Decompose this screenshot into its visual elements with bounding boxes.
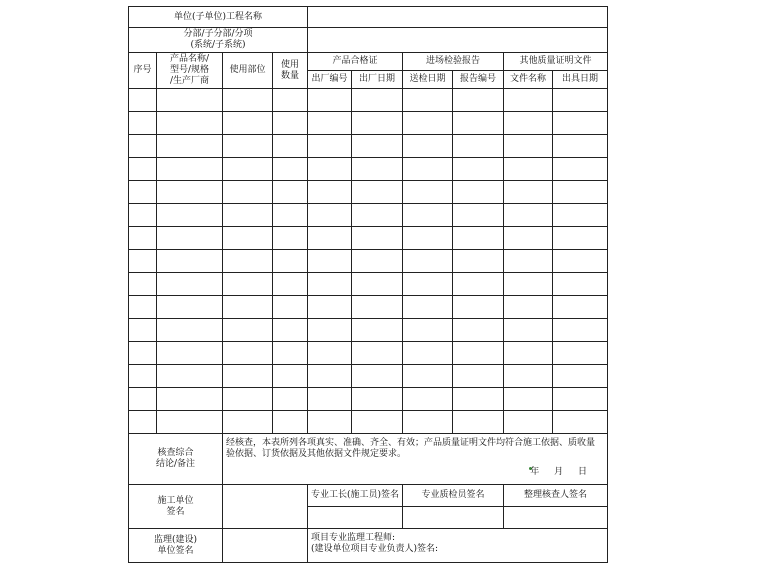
division-label: [129, 28, 308, 53]
cell-product[interactable]: [157, 158, 223, 181]
conclusion-label: [129, 434, 223, 485]
cell-submit-date[interactable]: [403, 388, 453, 411]
cell-location[interactable]: [223, 181, 273, 204]
foreman-signature-field[interactable]: [308, 507, 403, 529]
cell-submit-date[interactable]: [403, 135, 453, 158]
col-qty-header: [273, 53, 308, 89]
cell-report-no[interactable]: [453, 89, 504, 112]
col-factory-date-header: 出厂日期: [352, 71, 403, 89]
cell-doc-name[interactable]: [504, 112, 553, 135]
cell-seq[interactable]: [129, 319, 157, 342]
cell-product[interactable]: [157, 135, 223, 158]
col-product-header: [157, 53, 223, 89]
cell-issue-date[interactable]: [553, 273, 608, 296]
material-certificate-form: [128, 6, 607, 563]
cell-report-no[interactable]: [453, 250, 504, 273]
col-seq-header: 序号: [129, 53, 157, 89]
division-label-line2: (系统/子系统): [190, 40, 246, 50]
cell-factory-date[interactable]: [352, 411, 403, 434]
form-table: [128, 6, 608, 563]
cell-factory-date[interactable]: [352, 296, 403, 319]
conclusion-text-cell[interactable]: [223, 434, 608, 485]
cell-factory-date[interactable]: [352, 135, 403, 158]
cell-factory-date[interactable]: [352, 342, 403, 365]
cell-qty[interactable]: [273, 204, 308, 227]
cell-issue-date[interactable]: [553, 250, 608, 273]
cell-seq[interactable]: [129, 273, 157, 296]
cell-factory-date[interactable]: [352, 319, 403, 342]
cell-qty[interactable]: [273, 112, 308, 135]
table-row: [129, 296, 608, 319]
table-row: [129, 388, 608, 411]
cell-report-no[interactable]: [453, 365, 504, 388]
cell-factory-date[interactable]: [352, 158, 403, 181]
division-label-line1: 分部/子分部/分项: [183, 29, 253, 39]
cell-factory-no[interactable]: [308, 135, 352, 158]
cell-doc-name[interactable]: [504, 135, 553, 158]
cell-qty[interactable]: [273, 388, 308, 411]
cell-qty[interactable]: [273, 250, 308, 273]
cell-seq[interactable]: [129, 250, 157, 273]
cell-submit-date[interactable]: [403, 204, 453, 227]
table-row: [129, 227, 608, 250]
cell-factory-date[interactable]: [352, 227, 403, 250]
cell-product[interactable]: [157, 411, 223, 434]
cell-report-no[interactable]: [453, 112, 504, 135]
cell-seq[interactable]: [129, 411, 157, 434]
conclusion-date: 年 月 日: [530, 467, 594, 477]
cell-qty[interactable]: [273, 411, 308, 434]
cell-submit-date[interactable]: [403, 89, 453, 112]
cell-doc-name[interactable]: [504, 250, 553, 273]
cell-issue-date[interactable]: [553, 112, 608, 135]
cell-factory-no[interactable]: [308, 112, 352, 135]
cell-doc-name[interactable]: [504, 181, 553, 204]
cell-qty[interactable]: [273, 365, 308, 388]
col-qty-line2: 数量: [281, 70, 300, 81]
cell-factory-no[interactable]: [308, 250, 352, 273]
cell-seq[interactable]: [129, 227, 157, 250]
cell-qty[interactable]: [273, 273, 308, 296]
cell-report-no[interactable]: [453, 319, 504, 342]
cell-issue-date[interactable]: [553, 227, 608, 250]
project-name-label: 单位(子单位)工程名称: [129, 7, 308, 28]
construction-signoff-row: [129, 485, 608, 507]
cell-location[interactable]: [223, 112, 273, 135]
supervision-text-line1: 项目专业监理工程师:: [311, 533, 396, 543]
cell-report-no[interactable]: [453, 388, 504, 411]
cell-report-no[interactable]: [453, 181, 504, 204]
cell-report-no[interactable]: [453, 135, 504, 158]
table-row: [129, 342, 608, 365]
cell-product[interactable]: [157, 342, 223, 365]
cell-factory-date[interactable]: [352, 204, 403, 227]
supervision-unit-blank[interactable]: [223, 529, 308, 563]
cell-submit-date[interactable]: [403, 227, 453, 250]
cell-seq[interactable]: [129, 342, 157, 365]
cell-product[interactable]: [157, 250, 223, 273]
cell-factory-no[interactable]: [308, 158, 352, 181]
cell-report-no[interactable]: [453, 204, 504, 227]
table-row: [129, 135, 608, 158]
cell-factory-no[interactable]: [308, 411, 352, 434]
quality-inspector-signature-field[interactable]: [403, 507, 504, 529]
cell-seq[interactable]: [129, 181, 157, 204]
cell-issue-date[interactable]: [553, 89, 608, 112]
cell-qty[interactable]: [273, 319, 308, 342]
supervision-unit-label: [129, 529, 223, 563]
table-row: [129, 319, 608, 342]
cell-issue-date[interactable]: [553, 181, 608, 204]
cell-location[interactable]: [223, 296, 273, 319]
cell-doc-name[interactable]: [504, 158, 553, 181]
supervision-text-line2: (建设单位项目专业负责人)签名:: [311, 544, 439, 554]
construction-unit-blank[interactable]: [223, 485, 308, 529]
cell-qty[interactable]: [273, 181, 308, 204]
col-product-line1: 产品名称/: [169, 54, 210, 64]
cell-submit-date[interactable]: [403, 342, 453, 365]
conclusion-label-line1: 核查综合: [157, 448, 194, 458]
cell-submit-date[interactable]: [403, 158, 453, 181]
inspection-group-header: 进场检验报告: [403, 53, 504, 71]
table-row: [129, 181, 608, 204]
cell-submit-date[interactable]: [403, 250, 453, 273]
table-row: [129, 250, 608, 273]
cell-location[interactable]: [223, 319, 273, 342]
cell-product[interactable]: [157, 112, 223, 135]
table-row: [129, 89, 608, 112]
col-qty-line1: 使用: [281, 59, 300, 70]
cell-qty[interactable]: [273, 296, 308, 319]
col-location-header: 使用部位: [223, 53, 273, 89]
construction-label-line1: 施工单位: [157, 495, 194, 506]
cell-factory-no[interactable]: [308, 342, 352, 365]
cell-location[interactable]: [223, 411, 273, 434]
cell-submit-date[interactable]: [403, 273, 453, 296]
cell-doc-name[interactable]: [504, 296, 553, 319]
cell-location[interactable]: [223, 250, 273, 273]
cell-seq[interactable]: [129, 112, 157, 135]
division-field[interactable]: [308, 28, 608, 53]
cell-doc-name[interactable]: [504, 342, 553, 365]
cell-factory-no[interactable]: [308, 204, 352, 227]
table-row: [129, 204, 608, 227]
construction-unit-label: [129, 485, 223, 529]
cell-product[interactable]: [157, 319, 223, 342]
cell-issue-date[interactable]: [553, 158, 608, 181]
project-name-row: [129, 7, 608, 28]
cell-factory-no[interactable]: [308, 181, 352, 204]
cell-qty[interactable]: [273, 227, 308, 250]
cell-submit-date[interactable]: [403, 411, 453, 434]
cell-location[interactable]: [223, 227, 273, 250]
cell-location[interactable]: [223, 135, 273, 158]
cell-product[interactable]: [157, 296, 223, 319]
col-issue-date-header: 出具日期: [553, 71, 608, 89]
col-doc-name-header: 文件名称: [504, 71, 553, 89]
conclusion-row: [129, 434, 608, 485]
cell-factory-no[interactable]: [308, 388, 352, 411]
table-row: [129, 273, 608, 296]
cell-issue-date[interactable]: [553, 296, 608, 319]
cell-location[interactable]: [223, 342, 273, 365]
cell-factory-no[interactable]: [308, 89, 352, 112]
cell-seq[interactable]: [129, 135, 157, 158]
cell-doc-name[interactable]: [504, 388, 553, 411]
cell-location[interactable]: [223, 204, 273, 227]
certificate-group-header: 产品合格证: [308, 53, 403, 71]
cell-factory-no[interactable]: [308, 365, 352, 388]
cell-seq[interactable]: [129, 296, 157, 319]
cell-doc-name[interactable]: [504, 204, 553, 227]
cell-report-no[interactable]: [453, 273, 504, 296]
cell-product[interactable]: [157, 204, 223, 227]
supervision-signoff-row: [129, 529, 608, 563]
cell-product[interactable]: [157, 181, 223, 204]
cell-product[interactable]: [157, 273, 223, 296]
cell-seq[interactable]: [129, 365, 157, 388]
cell-qty[interactable]: [273, 135, 308, 158]
cell-doc-name[interactable]: [504, 273, 553, 296]
cell-submit-date[interactable]: [403, 319, 453, 342]
cell-issue-date[interactable]: [553, 411, 608, 434]
col-report-no-header: 报告编号: [453, 71, 504, 89]
table-row: [129, 112, 608, 135]
cell-doc-name[interactable]: [504, 319, 553, 342]
cell-issue-date[interactable]: [553, 342, 608, 365]
cell-qty[interactable]: [273, 342, 308, 365]
col-submit-date-header: 送检日期: [403, 71, 453, 89]
cell-report-no[interactable]: [453, 158, 504, 181]
cell-issue-date[interactable]: [553, 365, 608, 388]
cell-product[interactable]: [157, 227, 223, 250]
cell-doc-name[interactable]: [504, 365, 553, 388]
cell-seq[interactable]: [129, 89, 157, 112]
col-factory-no-header: 出厂编号: [308, 71, 352, 89]
cell-issue-date[interactable]: [553, 319, 608, 342]
supervision-label-line1: 监理(建设): [153, 534, 198, 545]
supervision-label-line2: 单位签名: [157, 545, 194, 556]
cell-doc-name[interactable]: [504, 89, 553, 112]
cell-factory-no[interactable]: [308, 319, 352, 342]
cell-location[interactable]: [223, 158, 273, 181]
cell-seq[interactable]: [129, 204, 157, 227]
cell-factory-date[interactable]: [352, 250, 403, 273]
conclusion-label-line2: 结论/备注: [155, 459, 196, 469]
col-product-line3: /生产厂商: [169, 76, 210, 86]
cell-location[interactable]: [223, 89, 273, 112]
construction-label-line2: 签名: [166, 506, 185, 517]
cell-location[interactable]: [223, 365, 273, 388]
cell-report-no[interactable]: [453, 411, 504, 434]
cell-submit-date[interactable]: [403, 365, 453, 388]
cell-doc-name[interactable]: [504, 411, 553, 434]
data-rows: [129, 89, 608, 434]
foreman-signature-label: 专业工长(施工员)签名: [308, 485, 403, 507]
cell-factory-no[interactable]: [308, 227, 352, 250]
cell-issue-date[interactable]: [553, 388, 608, 411]
header-row-1: [129, 53, 608, 71]
cell-report-no[interactable]: [453, 227, 504, 250]
project-name-field[interactable]: [308, 7, 608, 28]
cell-factory-date[interactable]: [352, 388, 403, 411]
cell-factory-date[interactable]: [352, 89, 403, 112]
cell-report-no[interactable]: [453, 342, 504, 365]
cell-factory-date[interactable]: [352, 112, 403, 135]
cell-seq[interactable]: [129, 388, 157, 411]
cell-factory-date[interactable]: [352, 273, 403, 296]
cell-factory-date[interactable]: [352, 181, 403, 204]
cell-submit-date[interactable]: [403, 296, 453, 319]
cell-report-no[interactable]: [453, 296, 504, 319]
quality-inspector-signature-label: 专业质检员签名: [403, 485, 504, 507]
cell-factory-no[interactable]: [308, 296, 352, 319]
cell-location[interactable]: [223, 273, 273, 296]
cell-product[interactable]: [157, 89, 223, 112]
table-row: [129, 365, 608, 388]
table-row: [129, 158, 608, 181]
compiler-signature-label: 整理核查人签名: [504, 485, 608, 507]
cell-seq[interactable]: [129, 158, 157, 181]
cell-qty[interactable]: [273, 89, 308, 112]
col-product-line2: 型号/规格: [169, 65, 210, 75]
cell-qty[interactable]: [273, 158, 308, 181]
supervision-signature-cell[interactable]: [308, 529, 608, 563]
cell-factory-date[interactable]: [352, 365, 403, 388]
other-docs-group-header: 其他质量证明文件: [504, 53, 608, 71]
cell-location[interactable]: [223, 388, 273, 411]
table-row: [129, 411, 608, 434]
cell-product[interactable]: [157, 388, 223, 411]
compiler-signature-field[interactable]: [504, 507, 608, 529]
cell-submit-date[interactable]: [403, 181, 453, 204]
cell-factory-no[interactable]: [308, 273, 352, 296]
cell-product[interactable]: [157, 365, 223, 388]
cell-issue-date[interactable]: [553, 135, 608, 158]
cell-submit-date[interactable]: [403, 112, 453, 135]
division-row: [129, 28, 608, 53]
cell-doc-name[interactable]: [504, 227, 553, 250]
cell-issue-date[interactable]: [553, 204, 608, 227]
conclusion-text: 经核查，本表所列各项真实、准确、齐全、有效；产品质量证明文件均符合施工依据、质收量验依据、订货依据及其他依据文件规定要求。: [226, 438, 596, 459]
